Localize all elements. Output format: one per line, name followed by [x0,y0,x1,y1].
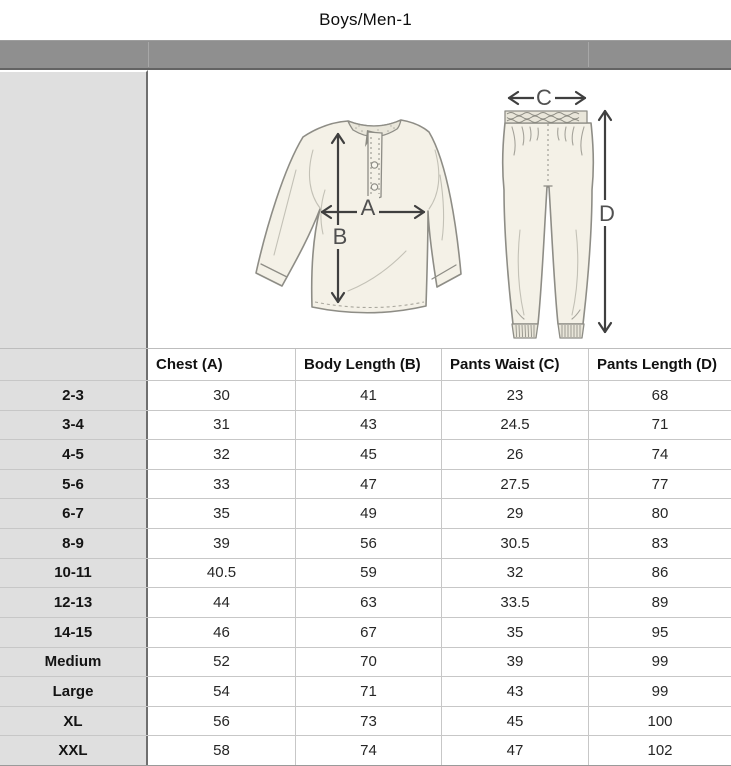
chest-label: A [360,195,376,220]
chest-value: 31 [148,411,295,440]
pants-length-value: 74 [588,440,731,469]
body-length-value: 70 [295,648,441,677]
size-label: 5-6 [0,470,148,499]
size-label: Medium [0,648,148,677]
pajama-pants-drawing [503,111,594,338]
table-header-row [0,348,731,380]
column-header-pants-length: Pants Length (D) [588,349,731,380]
chest-value: 54 [148,677,295,706]
size-diagram [148,70,729,348]
column-header-chest: Chest (A) [148,349,295,380]
pants-length-value: 100 [588,707,731,736]
pants-length-value: 89 [588,588,731,617]
pants-waist-value: 26 [441,440,588,469]
pants-length-label: D [599,201,615,226]
chest-value: 39 [148,529,295,558]
pants-length-value: 86 [588,559,731,588]
pants-waist-arrow [509,85,585,110]
table-row [0,558,731,588]
pants-length-value: 77 [588,470,731,499]
size-label: 8-9 [0,529,148,558]
band-divider [148,42,149,67]
size-label: 6-7 [0,499,148,528]
size-label: 2-3 [0,381,148,410]
diagram-row-label-cell [0,70,148,348]
body-length-value: 71 [295,677,441,706]
table-row [0,735,731,765]
chest-value: 40.5 [148,559,295,588]
table-row [0,498,731,528]
body-length-value: 45 [295,440,441,469]
pants-length-value: 71 [588,411,731,440]
pants-waist-value: 27.5 [441,470,588,499]
chest-value: 33 [148,470,295,499]
pants-length-value: 80 [588,499,731,528]
body-length-label: B [332,224,348,249]
body-length-value: 67 [295,618,441,647]
table-row [0,380,731,410]
table-row [0,706,731,736]
table-row [0,528,731,558]
pants-waist-value: 29 [441,499,588,528]
size-label: XL [0,707,148,736]
pants-waist-value: 30.5 [441,529,588,558]
pants-waist-value: 32 [441,559,588,588]
corner-cell [0,349,148,380]
column-header-pants-waist: Pants Waist (C) [441,349,588,380]
pants-length-value: 99 [588,677,731,706]
pants-length-value: 99 [588,648,731,677]
size-label: 14-15 [0,618,148,647]
size-label: 4-5 [0,440,148,469]
pants-waist-label: C [536,85,552,110]
page-title: Boys/Men-1 [319,10,412,29]
chest-value: 58 [148,736,295,765]
chest-value: 30 [148,381,295,410]
pants-waist-value: 47 [441,736,588,765]
body-length-value: 43 [295,411,441,440]
size-label: 10-11 [0,559,148,588]
body-length-value: 41 [295,381,441,410]
body-length-value: 74 [295,736,441,765]
pants-length-value: 102 [588,736,731,765]
table-row [0,439,731,469]
size-label: XXL [0,736,148,765]
table-row [0,617,731,647]
pants-waist-value: 43 [441,677,588,706]
body-length-value: 59 [295,559,441,588]
band-divider [588,42,589,67]
pants-length-arrow [594,111,620,332]
body-length-value: 47 [295,470,441,499]
table-row [0,647,731,677]
size-label: 3-4 [0,411,148,440]
diagram-row [0,70,731,348]
column-header-body-length: Body Length (B) [295,349,441,380]
pants-waist-value: 35 [441,618,588,647]
chest-value: 56 [148,707,295,736]
button [371,184,377,190]
body-length-value: 63 [295,588,441,617]
chest-value: 52 [148,648,295,677]
size-table [0,348,731,766]
table-row [0,676,731,706]
pants-waist-value: 24.5 [441,411,588,440]
body-length-value: 56 [295,529,441,558]
pants-waist-value: 33.5 [441,588,588,617]
chest-value: 35 [148,499,295,528]
pants-waist-value: 23 [441,381,588,410]
diagram-cell [148,70,729,348]
pants-waist-value: 39 [441,648,588,677]
spreadsheet-header-band [0,40,731,70]
size-label: Large [0,677,148,706]
table-row [0,469,731,499]
button [371,162,377,168]
size-label: 12-13 [0,588,148,617]
chest-value: 46 [148,618,295,647]
chest-value: 44 [148,588,295,617]
pants-length-value: 95 [588,618,731,647]
table-row [0,410,731,440]
chest-value: 32 [148,440,295,469]
table-row [0,587,731,617]
body-length-value: 73 [295,707,441,736]
pants-length-value: 68 [588,381,731,410]
body-length-value: 49 [295,499,441,528]
pants-length-value: 83 [588,529,731,558]
pants-waist-value: 45 [441,707,588,736]
